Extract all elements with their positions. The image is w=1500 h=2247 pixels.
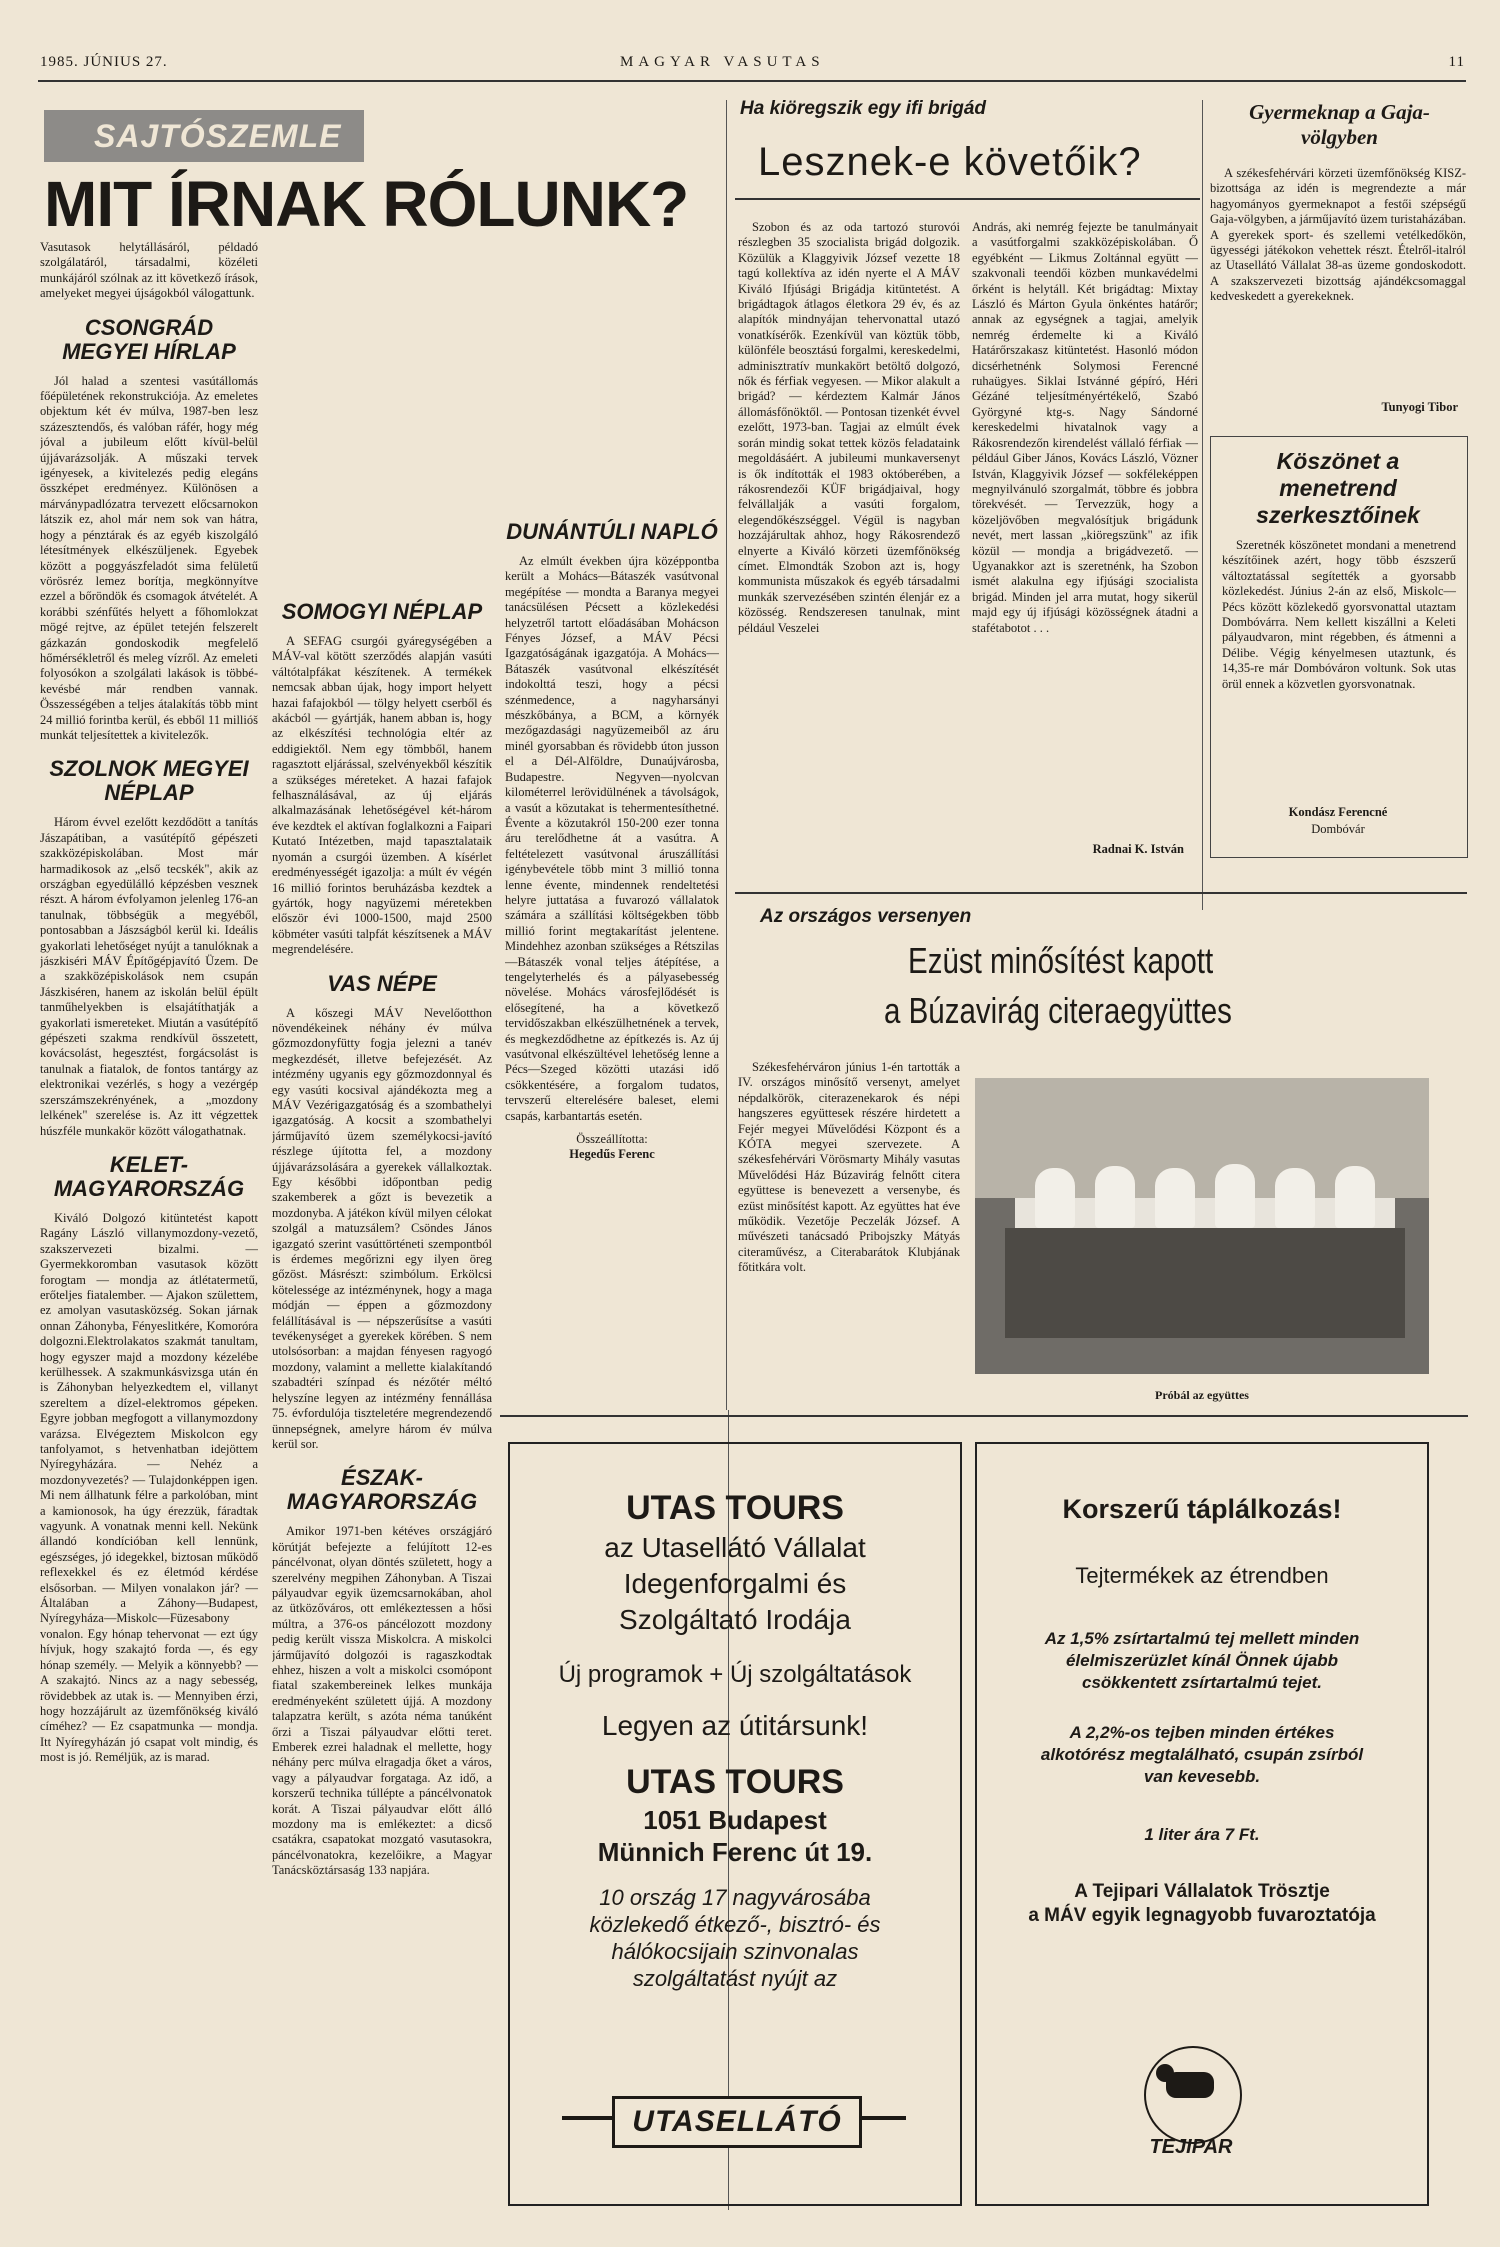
tejipar-logo-text: TEJIPAR: [1149, 2136, 1233, 2158]
thanks-text: Szeretnék köszönetet mondani a menetrend készítőinek azért, hogy több észszerű változtatással segítették a gyorsabb közlekedést. Június 2-án az első, Miskolc—Pécs között közlekedő gyorsvonattal utaztam Dombóvárra. Nem kellett kiszállni a Keleti pályaudvaron, mint régebben, és átmenni a Délibe. Végig kényelmesen utaztunk, és 14,35-re már Dombóváron voltunk. Sok utas örül ennek a közvetlen gyorsvonatnak.: [1222, 538, 1456, 691]
utas-line-2: Idegenforgalmi és: [623, 1568, 847, 1599]
thanks-place: Dombóvár: [1311, 822, 1365, 836]
kelet-title: KELET-MAGYARORSZÁG: [53, 1151, 245, 1201]
tej-price: 1 liter ára 7 Ft.: [1144, 1825, 1260, 1844]
tej-ad-content: [977, 1492, 1427, 1928]
eszak-article: Amikor 1971-ben kétéves országjáró körútját befejezte a felújított 12-es páncélvonat, olyan döntés született, hogy a szerelvény megpihen Záhonyban. A Tiszai pályaudvar egyik üzemcsarnokában, ahol az ütközőváros, ott emlékeztessen a hősi múltra, a 376-os páncélozott mozdony pedig került vissza Miskolcra. A miskolci járműjavító dolgozói is ragaszkodtak ehhez, hiszen a volt a miskolci csomópont fiatal szakembereinek lelkes munkája eredményeként született újjá. A mozdony talapzatra került, s azóta néma tanúként őrzi a Tiszai pályaudvar előtti teret. Emberek ezrei haladnak el mellette, hogy néhány perc múlva elragadja őket a város, vagy a pályaudvar forgataga. Az idő, a korszerű technika túllépte a páncélvonatok korát. A Tiszai pályaudvar előtt álló mozdony ma is emlékeztet: a dicső csatákra, csapatokat mozgató vasutasokra, páncélvonatokra, kezelőikre, a Magyar Tanácsköztársaság 133 napjára.: [272, 1524, 492, 1878]
thanks-author: Kondász Ferencné: [1288, 805, 1388, 819]
vas-title: VAS NÉPE: [327, 970, 437, 996]
compiler-label: Összeállította:: [576, 1132, 648, 1147]
tej-paragraph-2: A 2,2%-os tejben minden értékes alkotórész megtalálható, csupán zsírból van kevesebb.: [1040, 1723, 1364, 1786]
contest-headline-1: Ezüst minősítést kapott: [908, 940, 1214, 981]
tej-paragraph-1: Az 1,5% zsírtartalmú tej mellett minden élelmiszerüzlet kínál Önnek újabb csökkentett zsírtartalmú tejet.: [1044, 1629, 1360, 1692]
contest-kicker: Az országos versenyen: [760, 906, 972, 927]
csongrad-article: Jól halad a szentesi vasútállomás főépületének rekonstrukciója. Az emeletes objektum két év múlva, 1987-ben lesz százesztendős, és valóban ráfér, hogy még jóval a jubileum előtt kívül-belül újjávarázsolják. A műszaki tervek igényesek, a kivitelezés pedig elegáns összképet eredményez. Különösen a márványpadlózatra tervezett előcsarnokon látszik ez, ahol már nem sok van hátra, hogy a pénztárak és az egyéb kiszolgáló létesítmények elkészüljenek. Egyebek között a poggyászfeladót sima felületű vörösréz lemez borítja, megkönnyítve ezzel a bőröndök és csomagok átvételét. A korábbi szénfűtés helyett a főhomlokzat mögé rejtve, az épület tetején felszerelt gázkazán gondoskodik megfelelő hőmérsékletről és meleg vízről. Az emeleti folyosókon a szolgálati lakások is többé-kevésbé már rendben vannak. Összességében a teljes átalakítás több mint 24 millió forintba kerül, és ebből 11 millióš munkát teljesítettek a kivitelezők.: [40, 373, 258, 742]
press-column-3: [505, 240, 719, 1400]
dunantuli-title: DUNÁNTÚLI NAPLÓ: [506, 519, 718, 544]
childrens-day-author: Tunyogi Tibor: [1381, 400, 1458, 414]
brigade-rule: [735, 198, 1200, 200]
tej-subtitle: Tejtermékek az étrendben: [1075, 1563, 1329, 1588]
utas-line-4: Új programok + Új szolgáltatások: [558, 1661, 912, 1688]
childrens-day-article: [1210, 166, 1466, 391]
brigade-column-1: [738, 220, 960, 860]
tej-footer-1: A Tejipari Vállalatok Trösztje: [1074, 1881, 1330, 1902]
utas-line-5: Legyen az útitársunk!: [601, 1710, 869, 1741]
utas-brand: UTAS TOURS: [626, 1489, 844, 1527]
dunantuli-article: Az elmúlt években újra középpontba került a Mohács—Bátaszék vasútvonal megépítése — mondta a Baranya megyei tanácsülésen Pécsett a közlekedési helyzetről tartott előadásában Mohácson Fényes József, a MÁV Pécsi Igazgatóságának igazgatója. A Mohács—Bátaszék vasútvonal elkészítését indokolttá teszi, hogy a pécsi szénmedence, a nagyharsányi mészkőbánya, a BCM, a környék mezőgazdasági nagyüzemeiből az áru minél gyorsabban és rövidebb úton jusson el a Dél-Alföldre, Dunaújvárosba, Budapestre. Negyven—nyolcvan kilométerrel lerövidülnének a távolságok, a vasút a közutakat is tehermentesíthetné. Évente a közutakról 150-200 ezer tonna áru terelődhetne át a vasútra. A feltételezett vasútvonal áruszállítási igénybevétele több mint 3 millió tonna lenne évente, mindennek rendeltetési helyre juttatása a fuvarozó vállalatok számára a szállítási költségekben több millió forint megtakarítást jelentene. Mindehhez azonban szükséges a Rétszilas—Bátaszék vonal teljes átépítése, a tengelyterhelés és a pályasebesség növelése. Mohács városfejlődését is elősegítené, ha a következő tervidőszakban elkészülhetnének a tervek, és megkezdődhetne az építkezés is. Az új vasútvonal elkészültével lehetőség lenne a Pécs—Szeged közötti utazási idő csökkentésére, a forgalom tudatos, tervszerű elterelésére baleset, elemi csapás, karbantartás esetén.: [505, 554, 719, 1123]
utas-promo: 10 ország 17 nagyvárosába közlekedő étkező-, bisztró- és hálókocsijain szinvonalas szolgáltatást nyújt az: [589, 1885, 881, 1991]
contest-rule: [735, 892, 1467, 894]
ensemble-photo: [975, 1078, 1429, 1374]
szolnok-article: Három évvel ezelőtt kezdődött a tanítás Jászapátiban, a vasútépítő gépészeti szakközépiskolában. Most már harmadikosok az „első tecskék", akik az országban egyedülálló képzésben vesznek részt. A három évfolyamon jelenleg 176-an tanulnak, többségük a megyéből, pontosabban a Jászságból kerül ki. Ideális gyakorlati lehetőséget nyújt a tanulóknak a jászkiséri MÁV Építőgépjavító Üzem. De a szakközépiskolások nem csupán Jászkiséren, hanem az iskolán belül épült tanműhelyekben is elsajátíthatják a gyakorlati ismereteket. Miután a vasútépítő gépészeti szakma rendkívül összetett, kovácsolást, hegesztést, forgácsolást is tanulnak a fiatalok, de fontos tantárgy az elektronikai vezérlés, s hogy a vezérgép szerszámszekrényének, a „mozdony lelkének" szerelése is. Az itt végzettek húszféle munkakör között válogathatnak.: [40, 815, 258, 1138]
column-divider: [726, 100, 727, 1410]
press-intro: Vasutasok helytállásáról, példadó szolgálatáról, társadalmi, közéleti munkájáról szólnak az itt következő írások, amelyeket megyei újságokból válogattunk.: [40, 240, 258, 301]
page-headline: MIT ÍRNAK RÓLUNK?: [44, 168, 689, 240]
tej-footer-2: a MÁV egyik legnagyobb fuvaroztatója: [1028, 1905, 1376, 1926]
contest-article: [738, 1060, 960, 1410]
utas-line-1: az Utasellátó Vállalat: [604, 1532, 866, 1563]
compiler-name: Hegedűs Ferenc: [569, 1147, 655, 1162]
ads-rule: [500, 1415, 1468, 1417]
vas-article: A kőszegi MÁV Nevelőotthon növendékeinek néhány év múlva gőzmozdonyfütty fogja jelezni a tanév megkezdését, illetve befejezését. Az intézmény ugyanis egy gőzmozdonnyal és egy vasúti kocsival ajándékozta meg a MÁV Vezérigazgatóság és a szombathelyi igazgatóság. A kocsit a szombathelyi járműjavító üzem személykocsi-javító részlege újította fel, a mozdony újjávarázsolására a gyerekek vállalkoztak. Egy későbbi időpontban pedig szakemberek a gőzt is bevezetik a mozdonyba. A játékon kívül milyen célokat szolgál a matuzsálem? Csöndes János igazgató szerint vasúttörténeti szempontból is érdemes megőrizni egy ilyen öreg gőzöst. Másrészt: szimbólum. Erkölcsi kötelessége az intézménynek, hogy a maga módján — éppen a gőzmozdony felállításával is — népszerűsítse a vasúti tevékenységet a gyerekek körében. S nem utolsósorban: a majdan fényesen ragyogó mozdony, valamint a mellette kialakítandó szabadtéri színpad és nézőtér méltó helyszíne legyen az intézmény fennállása 75. évfordulója tiszteletére megrendezendő ünnepségnek, amelyre három év múlva kerül sor.: [272, 1005, 492, 1451]
thanks-headline: Köszönet a menetrend szerkesztőinek: [1256, 448, 1420, 528]
page-header: [40, 54, 1465, 76]
tejipar-logo: [1136, 2040, 1246, 2160]
somogy-title: SOMOGYI NÉPLAP: [281, 599, 483, 624]
brigade-headline: Lesznek-e követőik?: [758, 140, 1142, 184]
photo-caption: Próbál az együttes: [1155, 1388, 1249, 1402]
brigade-column-2: [972, 220, 1198, 860]
szolnok-title: SZOLNOK MEGYEI NÉPLAP: [49, 756, 249, 806]
issue-date: 1985. JÚNIUS 27.: [40, 54, 168, 70]
page-number: 11: [1448, 54, 1465, 70]
contest-headline-2: a Búzavirág citeraegyüttes: [884, 990, 1232, 1031]
utas-ad-content: [510, 1486, 960, 1992]
brigade-text-1: Szobon és az oda tartozó sturovói részlegben 35 szocialista brigád dolgozik. Közülük a Klaggyivik József vezette 18 tagú kollektíva az idén nyerte el A MÁV Kiváló Ifjúsági Brigádja kitüntetést. A brigádtagok átlagos életkora 29 év, és az alapítók mindnyájan tehervonattal utazó vonatkísérők. Ezenkívül van köztük több, különféle beosztású forgalmi, kereskedelmi, adminisztratív munkakört betöltő dolgozó, nők és férfiak vegyesen. — Mikor alakult a brigád? — kérdeztem Kalmár János állomásfőnöktől. — Pontosan tizenkét évvel ezelőtt, 1973-ban. Tagjai az elmúlt évek során mindig sokat tettek közös feladataink megoldásáért. A jubileumi munkaversenyt is ők indították el 1983 októberében, a rákosrendezői KÜF brigádjaival, hogy felvállalják a vasúti forgalom, elegendőkészséggel. Végül is nagyban hozzájárultak ahhoz, hogy Rákosrendező elnyerte a Kiváló körzeti üzemfőnökség címet. Elmondták Szobon azt is, hogy kommunista műszakok és egyéb társadalmi munkák szervezésében szintén élenjár ez a közösség. Rendszeresen tanulnak, mint például Veszelei: [738, 220, 960, 635]
brigade-author: Radnai K. István: [1092, 842, 1184, 856]
childrens-day-text: A székesfehérvári körzeti üzemfőnökség KISZ-bizottsága az idén is megrendezte a már hagyományos gyermeknapot a festői szépségű Gaja-völgyben, a járműjavító üzem turistaházában. A gyerekek sport- és szellemi vetélkedőkön, ügyességi játékokon vehettek részt. Ételről-italról az Utasellátó Vállalat 38-as üzeme gondoskodott. A szakszervezeti bizottság ajándékcsomaggal kedveskedett a gyerekeknek.: [1210, 166, 1466, 304]
kelet-article: Kiváló Dolgozó kitüntetést kapott Ragány László villanymozdony-vezető, szakszervezeti bizalmi. — Gyermekkoromban vasutasok között forogtam — mondja az átlétatermetű, erőteljes fiatalember. — Ajakon születtem, ez amolyan vasutasközség. Sokan járnak onnan Záhonyba, Fényeslitkére, Komoróra dolgozni.Elektrolakatos szakmát tanultam, hogy egyszer majd a mozdony kézelébe kerülhessek. A szakmunkásvizsga után én is Záhonyban helyezkedtem el, villanyt szereltem a dízel-elektromos gépeken. Egyre jobban megfogott a villanymozdony varázsa. Elvégeztem Miskolcon egy tanfolyamot, s hetvenhatban idejöttem Nyíregyházára. — Nehéz a mozdonyvezetés? — Tulajdonképpen igen. Mi nem állhatunk félre a parkolóban, mint a kamionosok, ha úgy érezzük, fáradtak vagyunk. A vonatnak menni kell. Nekünk állandó kondícióban kell lennünk, egészséges, jó idegekkel, biztosan működő reflexekkel és ez életmód kérdése elsősorban. — Milyen vonalakon jár? — Általában a Záhony—Budapest, Nyíregyháza—Miskolc—Füzesabony vonalon. Egy hónap tehervonat — ezt úgy hívjuk, hogy szakajtó forda —, és egy hónap személy. — Melyik a könnyebb? — A szakajtó. Nincs az a nagy sebesség, rövidebbek az utak is. — Mennyiben érzi, hogy hozzájárult az üzemfőnökség kiváló címéhez? — Ez csapatmunka — mondja. Itt Nyíregyházán jó csapat volt mindig, és most is jó. Reméljük, az is marad.: [40, 1210, 258, 1765]
utasellato-logo-text: UTASELLÁTÓ: [612, 2096, 862, 2148]
thanks-article: [1222, 538, 1456, 798]
somogy-article: A SEFAG csurgói gyáregységében a MÁV-val kötött szerződés alapján vasúti váltótalpfákat készítenek. A termékek nemcsak abban újak, hogy import helyett hazai fafajokból — tölgy helyett cserből és akácból — gyártják, hanem abban is, hogy az elkészítési technológia eltér az eddigiektől. Nem egy tömbből, hanem ragasztott eljárással, szelvényekből készítik a szükséges méreteket. A hazai fafajok felhasználásával, az új eljárás alkalmazásának lehetőségével két-három éve kezdtek el aktívan foglalkozni a Faipari Kutató Intézetben, majd tapasztalataik nyomán a csurgói üzemben. A kísérlet eredményességét igazolja: a múlt év végén 16 millió forintos beruházásba kezdtek a gyártók, hogy nagyüzemi méretekben először évi 1000-1500, majd 2500 köbméter vasúti talpfát készítsenek a MÁV megrendelésére.: [272, 634, 492, 957]
brigade-kicker: Ha kiöregszik egy ifi brigád: [740, 98, 987, 119]
contest-text: Székesfehérváron június 1-én tartották a IV. országos minősítő versenyt, amelyet népdalkörök, citerazenekarok és népi hangszeres együttesek részére hirdetett a Fejér megyei Művelődési Központ és a KÓTA megyei szervezete. A székesfehérvári Vörösmarty Mihály vasutas Művelődési Ház Búzavirág felnőtt citera együttese is benevezett a versenybe, és ezüst minősítést kapott. Az együttes hat éve működik. Vezetője Peczelák József. A művészeti tanácsadó Pribojszky Mátyás citeraművész, a Citerabarátok Klubjának főtitkára volt.: [738, 1060, 960, 1275]
header-rule: [38, 80, 1466, 82]
csongrad-title: CSONGRÁD MEGYEI HÍRLAP: [62, 314, 236, 364]
press-column-1: [40, 240, 258, 2230]
utasellato-logo: [562, 2090, 906, 2150]
utas-address-2: Münnich Ferenc út 19.: [597, 1837, 873, 1867]
column-divider: [1202, 100, 1203, 910]
utas-brand-2: UTAS TOURS: [626, 1763, 844, 1801]
rubric-label: SAJTÓSZEMLE: [94, 118, 342, 154]
eszak-title: ÉSZAK-MAGYARORSZÁG: [286, 1465, 478, 1515]
tej-title: Korszerű táplálkozás!: [1062, 1494, 1342, 1524]
paper-name: MAGYAR VASUTAS: [620, 54, 825, 70]
brigade-text-2: András, aki nemrég fejezte be tanulmányait a vasútforgalmi szakközépiskolában. Ő egyébként — Likmus Zoltánnal együtt — szakvonali teendői közben munkavédelmi őrként is helytáll. Két brigádtag: Mixtay László és Márton Gyula önkéntes határőr; annak az egységnek a tagjai, amelyik nemrég érdemelte ki a Kiváló Határőrszakasz kitüntetést. Hasonló módon dicsérhetnénk Solymosi Ferencné ruhaügyes. Siklai Istvánné gépíró, Héri Gézáné teljesítményértékelő, Szabó Györgyné ktg-s. Nagy Sándorné kereskedelmi hivatalnok vagy a Rákosrendezőn kirendelést vállaló férfiak — például Giber János, Kovács László, Vözner István, Klaggyivik József — sokféleképpen megnyilvánuló szorgalmát, többre és jobbra törekvését. — Tervezzük, hogy a közeljövőben megvalósítjuk brigádunk nevét, mert lassan „kiöregszünk" az ifik közül — mondja a brigádvezető. — Ugyanakkor azt is szeretnénk, ha Szobon ismét alakulna egy ifjúsági szocialista brigád. Minden jel arra mutat, hogy sikerül majd egy új ifjúsági közösségnek átadni a stafétabotot . . .: [972, 220, 1198, 635]
rubric-banner: [44, 110, 364, 162]
press-column-2: [272, 240, 492, 2230]
utas-address-1: 1051 Budapest: [643, 1805, 827, 1835]
childrens-day-headline: Gyermeknap a Gaja-völgyben: [1249, 100, 1430, 149]
utas-line-3: Szolgáltató Irodája: [619, 1604, 851, 1635]
